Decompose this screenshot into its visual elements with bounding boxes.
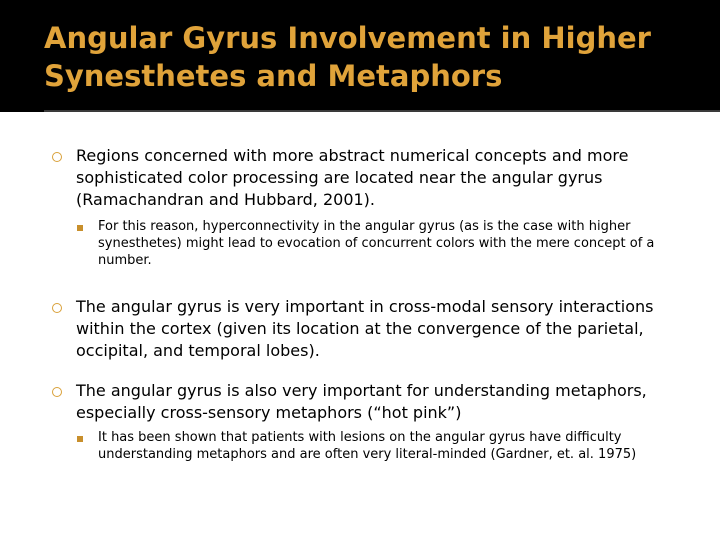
slide-title: Angular Gyrus Involvement in Higher Synesthetes and Metaphors xyxy=(44,21,651,93)
bullet-text: Regions concerned with more abstract numerical concepts and more sophisticated color processing are located near the angular gyrus (Ramachandran and Hubbard, 2001). xyxy=(76,146,629,209)
sub-bullet-item xyxy=(98,429,698,463)
sub-bullet-item xyxy=(98,218,698,269)
square-bullet-icon xyxy=(77,225,83,231)
sub-bullet-text: It has been shown that patients with lesions on the angular gyrus have difficulty understanding metaphors and are often very literal-minded (Gardner, et. al. 1975) xyxy=(98,430,637,462)
bullet-text: The angular gyrus is also very important for understanding metaphors, especially cross-sensory metaphors (“hot pink”) xyxy=(76,381,647,422)
bullet-item xyxy=(76,145,706,211)
ring-bullet-icon xyxy=(52,387,62,397)
sub-bullet-text: For this reason, hyperconnectivity in the angular gyrus (as is the case with higher synesthetes) might lead to evocation of concurrent colors with the mere concept of a number. xyxy=(98,219,655,268)
bullet-text: The angular gyrus is very important in cross-modal sensory interactions within the cortex (given its location at the convergence of the parietal, occipital, and temporal lobes). xyxy=(76,297,654,360)
ring-bullet-icon xyxy=(52,152,62,162)
square-bullet-icon xyxy=(77,436,83,442)
bullet-item xyxy=(76,380,706,424)
ring-bullet-icon xyxy=(52,303,62,313)
bullet-item xyxy=(76,296,706,362)
